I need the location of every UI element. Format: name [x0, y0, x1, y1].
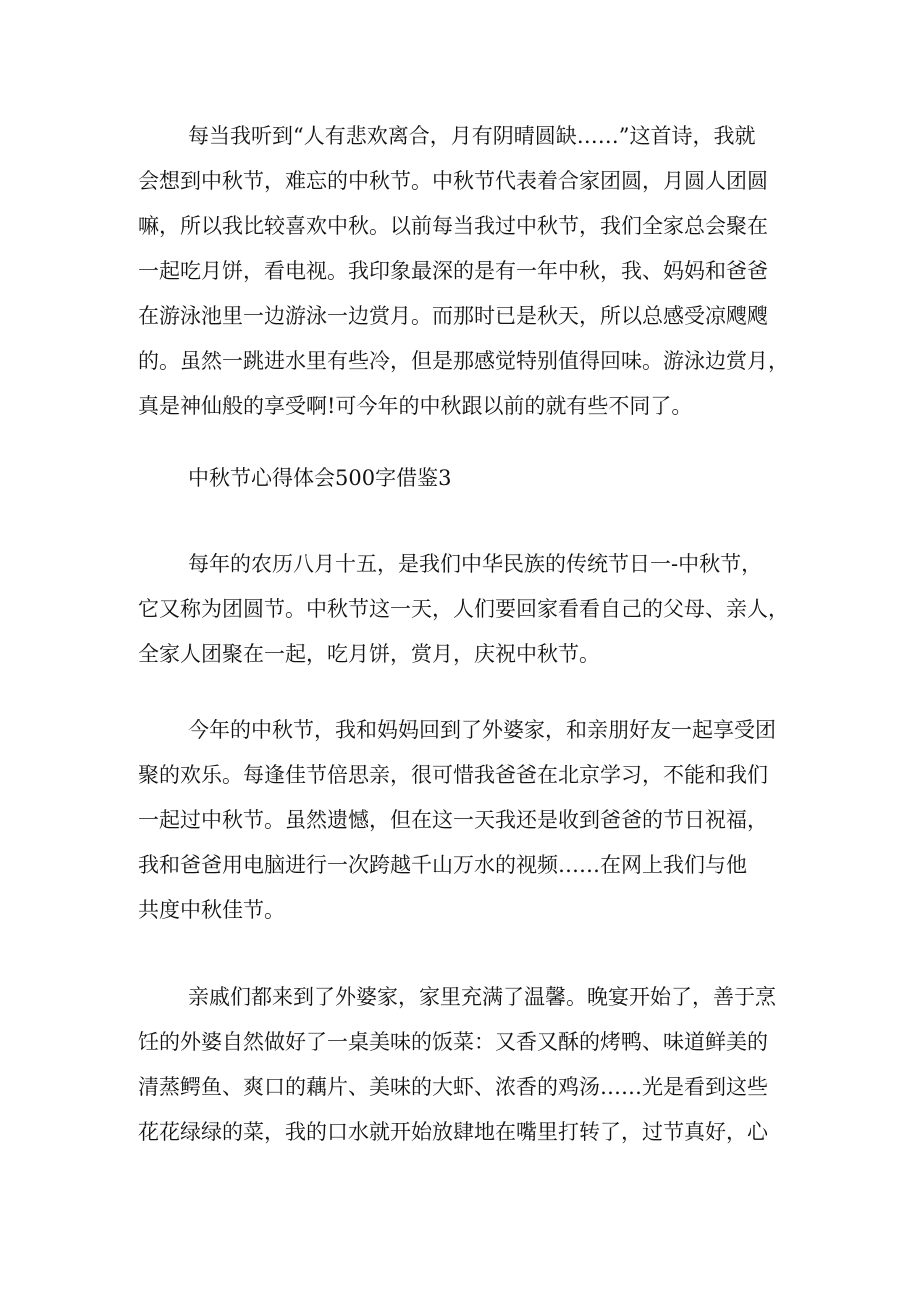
text-line: 今年的中秋节，我和妈妈回到了外婆家，和亲朋好友一起享受团 — [188, 718, 776, 742]
text-line: 一起吃月饼，看电视。我印象最深的是有一年中秋，我、妈妈和爸爸 — [138, 259, 768, 283]
paragraph-dinner — [138, 975, 788, 1155]
paragraph-memory-swimming — [138, 114, 788, 429]
text-line: 一起过中秋节。虽然遗憾，但在这一天我还是收到爸爸的节日祝福， — [138, 808, 768, 832]
text-line: 的。虽然一跳进水里有些冷，但是那感觉特别值得回味。游泳边赏月， — [138, 349, 789, 373]
text-line: 聚的欢乐。每逢佳节倍思亲，很可惜我爸爸在北京学习，不能和我们 — [138, 763, 768, 787]
text-line: 我和爸爸用电脑进行一次跨越千山万水的视频……在网上我们与他 — [138, 853, 747, 877]
text-line: 每当我听到“人有悲欢离合，月有阴晴圆缺……”这首诗，我就 — [188, 124, 756, 148]
text-line: 全家人团聚在一起，吃月饼，赏月，庆祝中秋节。 — [138, 642, 600, 666]
text-line: 在游泳池里一边游泳一边赏月。而那时已是秋天，所以总感受凉飕飕 — [138, 304, 768, 328]
heading-text: 中秋节心得体会500字借鉴3 — [188, 466, 452, 490]
text-line: 会想到中秋节，难忘的中秋节。中秋节代表着合家团圆，月圆人团圆 — [138, 169, 768, 193]
text-line: 嘛，所以我比较喜欢中秋。以前每当我过中秋节，我们全家总会聚在 — [138, 214, 768, 238]
text-line: 它又称为团圆节。中秋节这一天，人们要回家看看自己的父母、亲人， — [138, 597, 789, 621]
section-heading — [188, 456, 838, 501]
text-line: 花花绿绿的菜，我的口水就开始放肆地在嘴里打转了，过节真好，心 — [138, 1120, 768, 1144]
text-line: 共度中秋佳节。 — [138, 898, 285, 922]
text-line: 真是神仙般的享受啊!可今年的中秋跟以前的就有些不同了。 — [138, 394, 693, 418]
text-line: 每年的农历八月十五，是我们中华民族的传统节日一-中秋节， — [188, 552, 763, 576]
text-line: 饪的外婆自然做好了一桌美味的饭菜：又香又酥的烤鸭、味道鲜美的 — [138, 1030, 768, 1054]
text-line: 亲戚们都来到了外婆家，家里充满了温馨。晚宴开始了，善于烹 — [188, 985, 776, 1009]
text-line: 清蒸鳄鱼、爽口的藕片、美味的大虾、浓香的鸡汤……光是看到这些 — [138, 1075, 768, 1099]
paragraph-festival-intro — [138, 542, 788, 677]
paragraph-grandma-house — [138, 708, 788, 933]
